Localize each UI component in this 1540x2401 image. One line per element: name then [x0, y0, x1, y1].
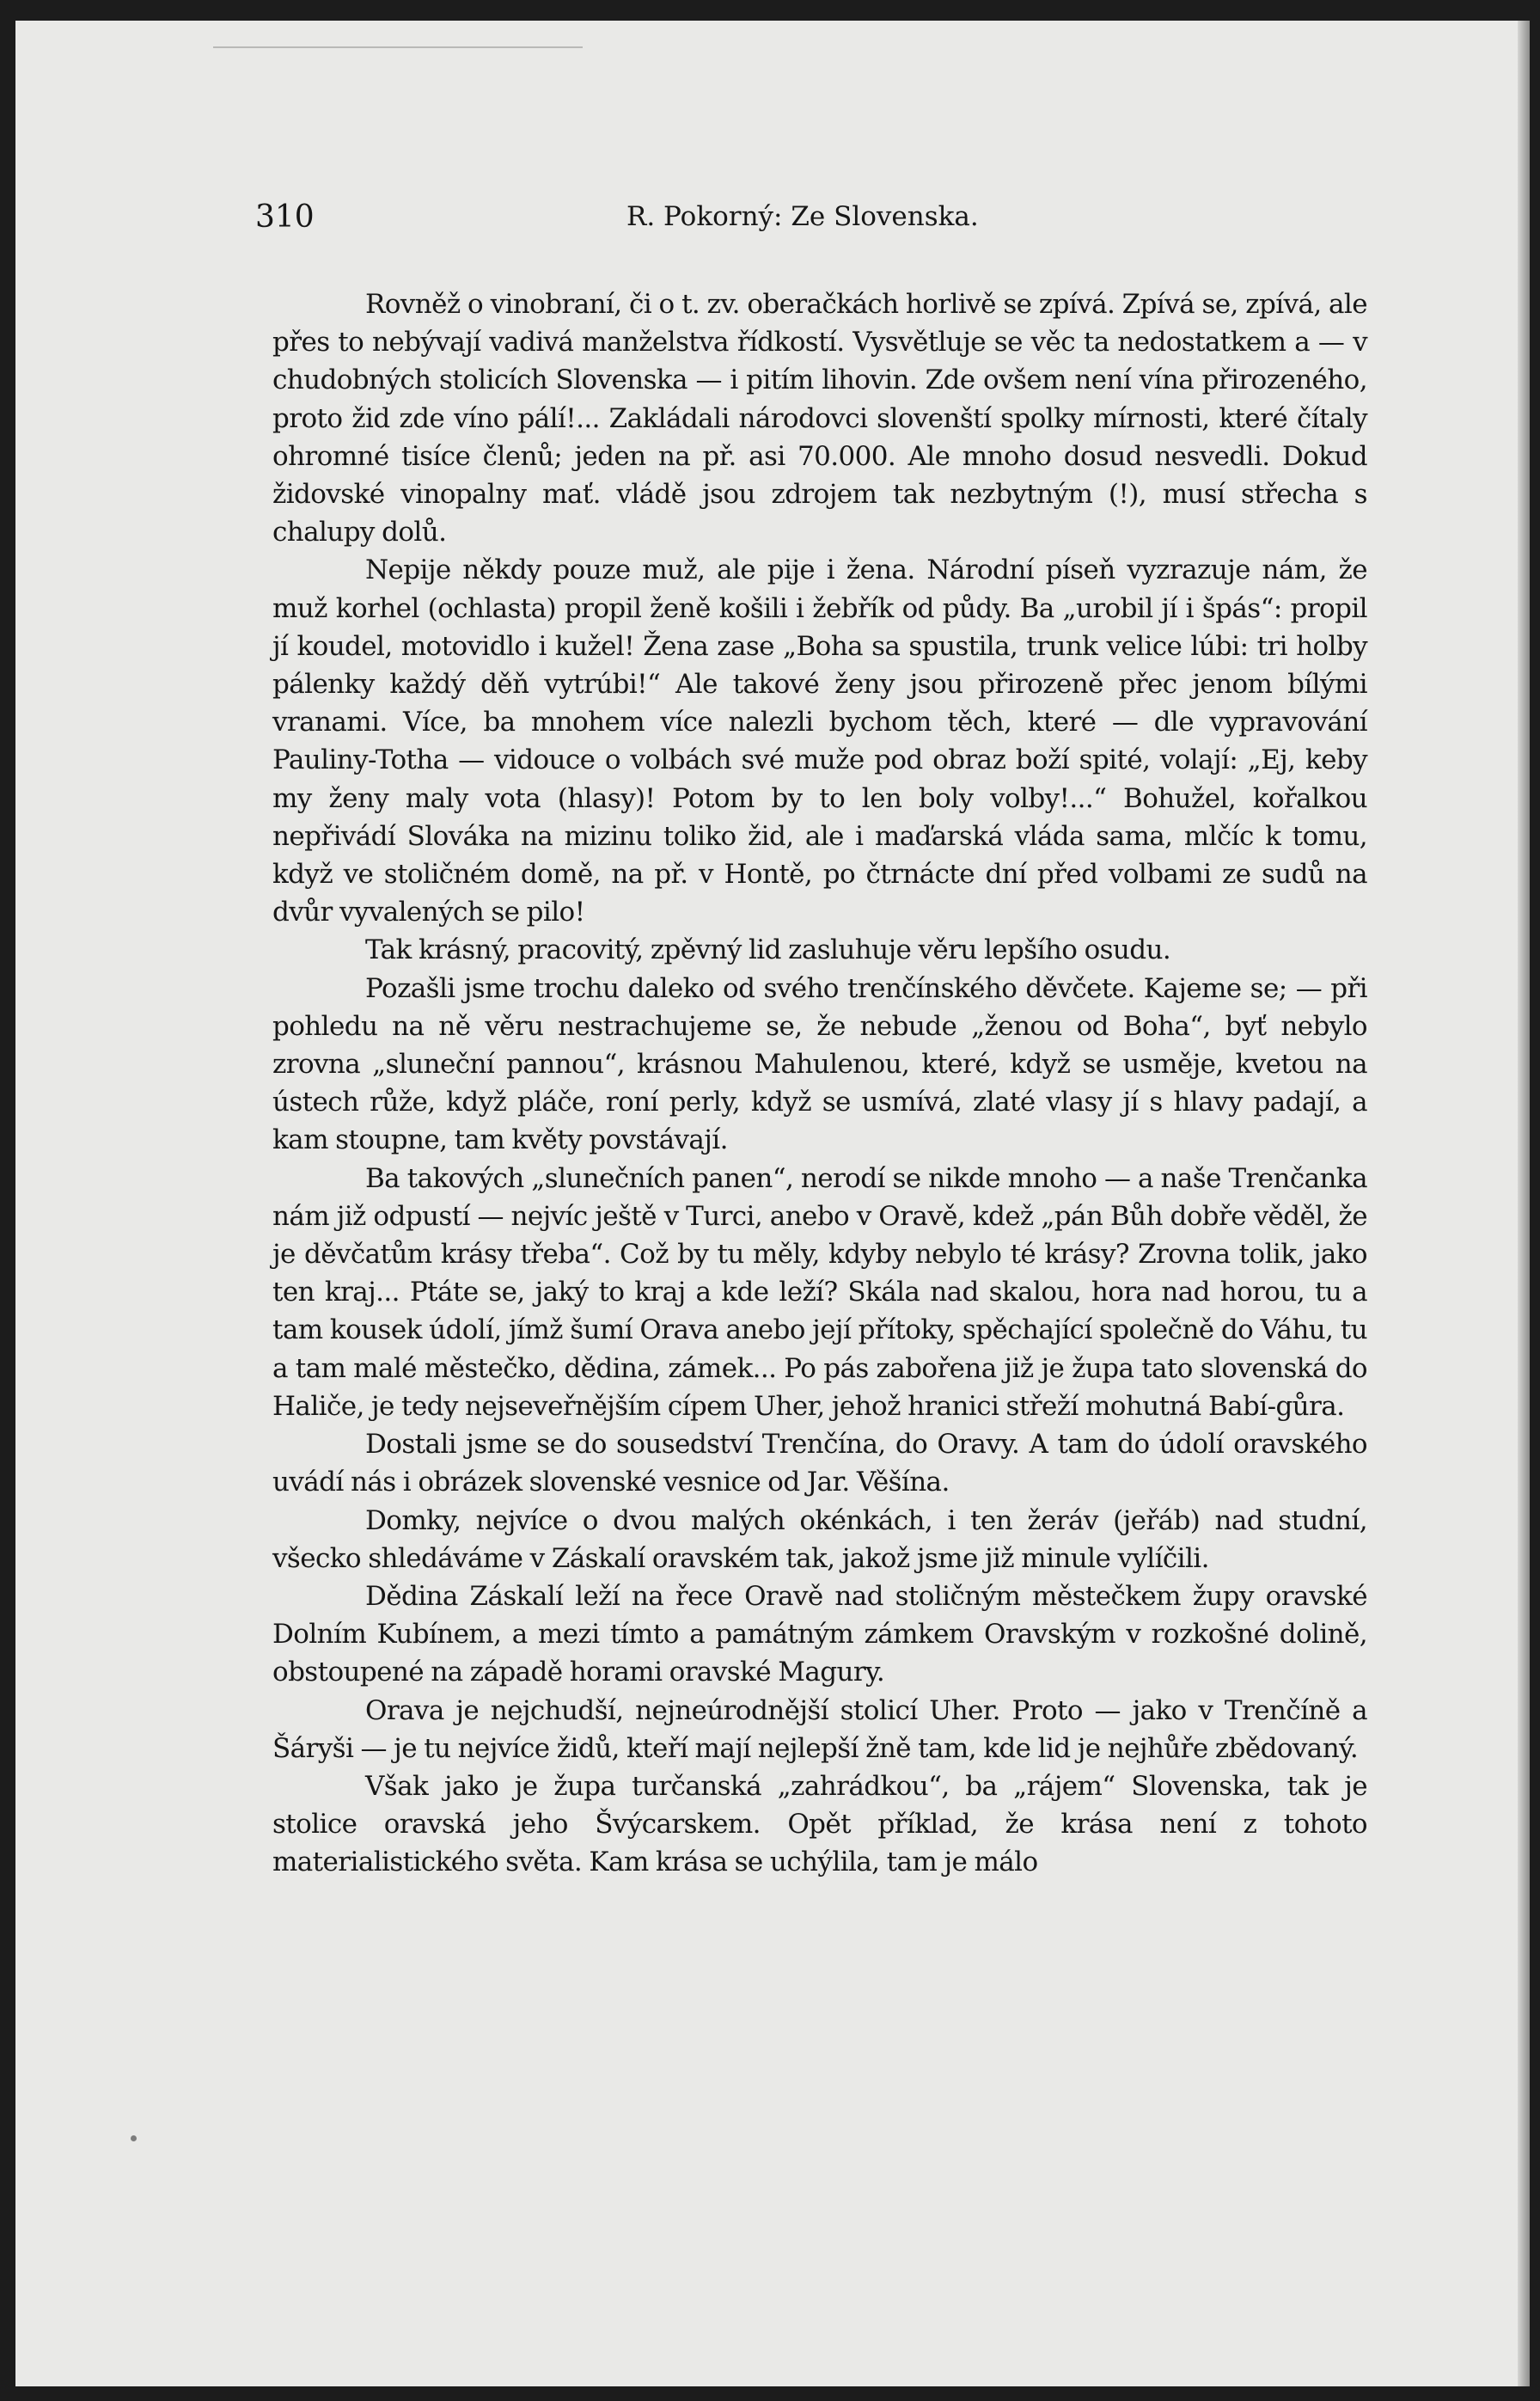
scanned-page: [15, 21, 1530, 2386]
page-number: 310: [255, 199, 315, 235]
page-edge-shadow: [1518, 21, 1530, 2386]
paragraph: Pozašli jsme trochu daleko od svého trenčínského děvčete. Kajeme se; — při pohledu na ně věru nestrachujeme se, že nebude „ženou od Boha“, byť nebylo zrovna „sluneční pannou“, krásnou Mahulenou, které, když se usměje, kvetou na ústech růže, když pláče, roní perly, když se usmívá, zlaté vlasy jí s hlavy padají, a kam stoupne, tam květy povstávají.: [272, 972, 1367, 1156]
paragraph: Dědina Záskalí leží na řece Oravě nad stoličným městečkem župy oravské Dolním Kubínem, a mezi tímto a památným zámkem Oravským v rozkošné dolině, obstoupené na západě horami oravské Magury.: [272, 1580, 1367, 1688]
paragraph: Nepije někdy pouze muž, ale pije i žena. Národní píseň vyzrazuje nám, že muž korhel (ochlasta) propil ženě košili i žebřík od půdy. Ba „urobil jí i špás“: propil jí koudel, motovidlo i kužel! Žena zase „Boha sa spustila, trunk velice lúbi: tri holby pálenky každý děň vytrúbi!“ Ale takové ženy jsou přirozeně přec jenom bílými vranami. Více, ba mnohem více nalezli bychom těch, které — dle vypravování Pauliny-Totha — vidouce o volbách své muže pod obraz boží spité, volají: „Ej, keby my ženy maly vota (hlasy)! Potom by to len boly volby!...“ Bohužel, kořalkou nepřivádí Slováka na mizinu toliko žid, ale i maďarská vláda sama, mlčíc k tomu, když ve stoličném domě, na př. v Hontě, po čtrnácte dní před volbami ze sudů na dvůr vyvalených se pilo!: [272, 554, 1367, 928]
paragraph: Dostali jsme se do sousedství Trenčína, do Oravy. A tam do údolí oravského uvádí nás i obrázek slovenské vesnice od Jar. Věšína.: [272, 1429, 1367, 1498]
paragraph: Rovněž o vinobraní, či o t. zv. oberačkách horlivě se zpívá. Zpívá se, zpívá, ale přes to nebývají vadivá manželstva řídkostí. Vysvětluje se věc ta nedostatkem a — v chudobných stolicích Slovenska — i pitím lihovin. Zde ovšem není vína přirozeného, proto žid zde víno pálí!... Zakládali národovci slovenští spolky mírnosti, které čítaly ohromné tisíce členů; jeden na př. asi 70.000. Ale mnoho dosud nesvedli. Dokud židovské vinopalny mať. vládě jsou zdrojem tak nezbytným (!), musí střecha s chalupy dolů.: [272, 289, 1367, 548]
running-head: R. Pokorný: Ze Slovenska.: [626, 201, 979, 232]
page-header: [255, 189, 1357, 241]
paragraph: Domky, nejvíce o dvou malých okénkách, i ten žeráv (jeřáb) nad studní, všecko shledáváme v Záskalí oravském tak, jakož jsme již minule vylíčili.: [272, 1504, 1367, 1574]
scan-artifact-line: [213, 46, 583, 48]
paragraph: Orava je nejchudší, nejneúrodnější stolicí Uher. Proto — jako v Trenčíně a Šáryši — je tu nejvíce židů, kteří mají nejlepší žně tam, kde lid je nejhůře zbědovaný.: [272, 1694, 1367, 1764]
margin-speck: [131, 2135, 137, 2141]
paragraph: Však jako je župa turčanská „zahrádkou“, ba „rájem“ Slovenska, tak je stolice oravská jeho Švýcarskem. Opět příklad, že krása není z tohoto materialistického světa. Kam krása se uchýlila, tam je málo: [272, 1770, 1367, 1878]
paragraph: Tak krásný, pracovitý, zpěvný lid zasluhuje věru lepšího osudu.: [365, 934, 1171, 966]
paragraph: Ba takových „slunečních panen“, nerodí se nikde mnoho — a naše Trenčanka nám již odpustí — nejvíc ještě v Turci, anebo v Oravě, kdež „pán Bůh dobře věděl, že je děvčatům krásy třeba“. Což by tu měly, kdyby nebylo té krásy? Zrovna tolik, jako ten kraj... Ptáte se, jaký to kraj a kde leží? Skála nad skalou, hora nad horou, tu a tam kousek údolí, jímž šumí Orava anebo její přítoky, spěchající společně do Váhu, tu a tam malé městečko, dědina, zámek... Po pás zabořena již je župa tato slovenská do Haliče, je tedy nejseveřnějším cípem Uher, jehož hranici střeží mohutná Babí-gůra.: [272, 1162, 1367, 1422]
body-text: [272, 285, 1367, 1882]
